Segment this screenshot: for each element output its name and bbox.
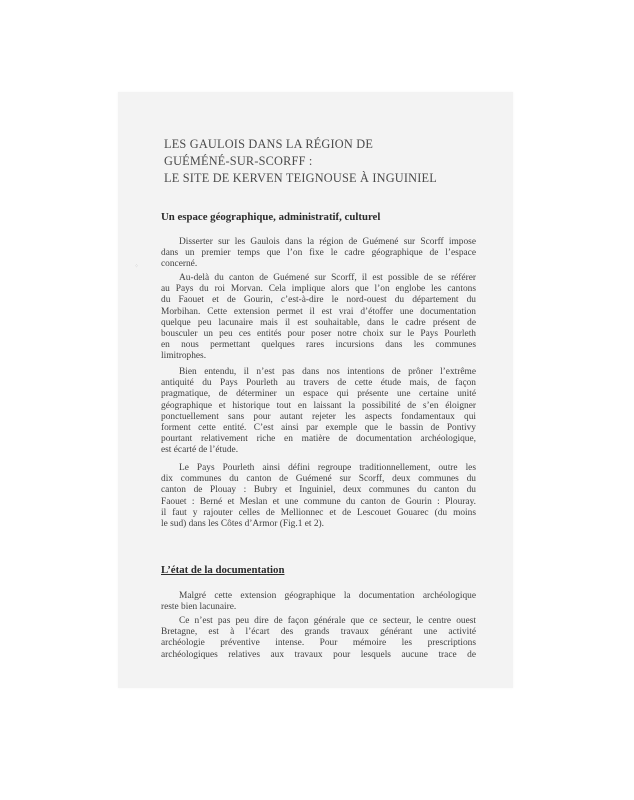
paragraph xyxy=(161,273,476,363)
text-line: archéologiques relatives aux travaux pour lesquels aucune trace de xyxy=(161,649,476,660)
text-line: géographique et historique tout en laissant la possibilité de s’en éloigner xyxy=(161,400,476,411)
text-line: au Pays du roi Morvan. Cela implique alors que l’on englobe les cantons xyxy=(161,284,476,295)
text-line: en nous permettant quelques rares incursions dans les communes xyxy=(161,340,476,351)
text-line: reste bien lacunaire. xyxy=(161,602,237,613)
text-line: pourtant relativement riche en matière de documentation archéologique, xyxy=(161,434,476,445)
text-line: dans un premier temps que l’on fixe le cadre géographique de l’espace xyxy=(161,248,476,259)
text-line: pragmatique, de déterminer un espace qui présente une certaine unité xyxy=(161,389,476,400)
text-line: quelque peu lacunaire mais il est souhaitable, dans le cadre présent de xyxy=(161,317,476,328)
text-line: archéologie préventive intense. Pour mémoire les prescriptions xyxy=(161,638,476,649)
text-line: Bretagne, est à l’écart des grands travaux générant une activité xyxy=(161,627,476,638)
title-line: LES GAULOIS DANS LA RÉGION DE xyxy=(164,137,374,151)
text-line: forment cette entité. C’est ainsi par exemple que le bassin de Pontivy xyxy=(161,423,476,434)
text-line: il faut y rajouter celles de Mellionnec et de Lescouet Gouarec (du moins xyxy=(161,507,476,518)
paragraph xyxy=(161,367,476,457)
text-line: Le Pays Pourleth ainsi défini regroupe traditionnellement, outre les xyxy=(179,463,476,473)
section-heading-geographic-space: Un espace géographique, administratif, culturel xyxy=(161,211,381,223)
text-line: Malgré cette extension géographique la documentation archéologique xyxy=(179,591,476,601)
text-line: du Faouet et de Gourin, c’est-à-dire le nord-ouest du département du xyxy=(161,295,476,306)
text-line: canton de Plouay : Bubry et Inguiniel, deux communes du canton du xyxy=(161,485,476,496)
title-line: GUÉMÉNÉ-SUR-SCORFF : xyxy=(164,154,313,168)
paragraph xyxy=(161,237,476,271)
paragraph xyxy=(161,591,476,613)
text-line: antiquité du Pays Pourleth au travers de cette étude mais, de façon xyxy=(161,378,476,389)
scanned-page xyxy=(118,92,513,688)
document-title xyxy=(164,136,494,187)
paragraph xyxy=(161,616,476,661)
section-heading-documentation-state: L’état de la documentation xyxy=(161,564,285,576)
text-line: concerné. xyxy=(161,259,198,270)
text-line: limitrophes. xyxy=(161,351,207,362)
text-line: bousculer un peu ces entités pour poser notre choix sur le Pays Pourleth xyxy=(161,329,476,340)
title-line: LE SITE DE KERVEN TEIGNOUSE À INGUINIEL xyxy=(164,171,437,185)
text-line: Bien entendu, il n’est pas dans nos intentions de prôner l’extrême xyxy=(179,367,476,377)
paragraph xyxy=(161,463,476,530)
text-line: Ce n’est pas peu dire de façon générale que ce secteur, le centre ouest xyxy=(179,616,476,626)
text-line: dix communes du canton de Guémené sur Scorff, deux communes du xyxy=(161,474,476,485)
text-line: Disserter sur les Gaulois dans la région de Guémené sur Scorff impose xyxy=(179,237,476,247)
text-line: Morbihan. Cette extension permet il est vrai d’étoffer une documentation xyxy=(161,306,476,317)
text-line: Au-delà du canton de Guémené sur Scorff, il est possible de se référer xyxy=(179,273,476,283)
scan-speck-mark: ⁘ xyxy=(134,263,140,270)
text-line: le sud) dans les Côtes d’Armor (Fig.1 et 2). xyxy=(161,519,324,530)
text-line: Faouet : Berné et Meslan et une commune du canton de Gourin : Plouray. xyxy=(161,496,476,507)
text-line: est écarté de l’étude. xyxy=(161,445,239,456)
text-line: ponctuellement sans pour autant rejeter les aspects fondamentaux qui xyxy=(161,411,476,422)
